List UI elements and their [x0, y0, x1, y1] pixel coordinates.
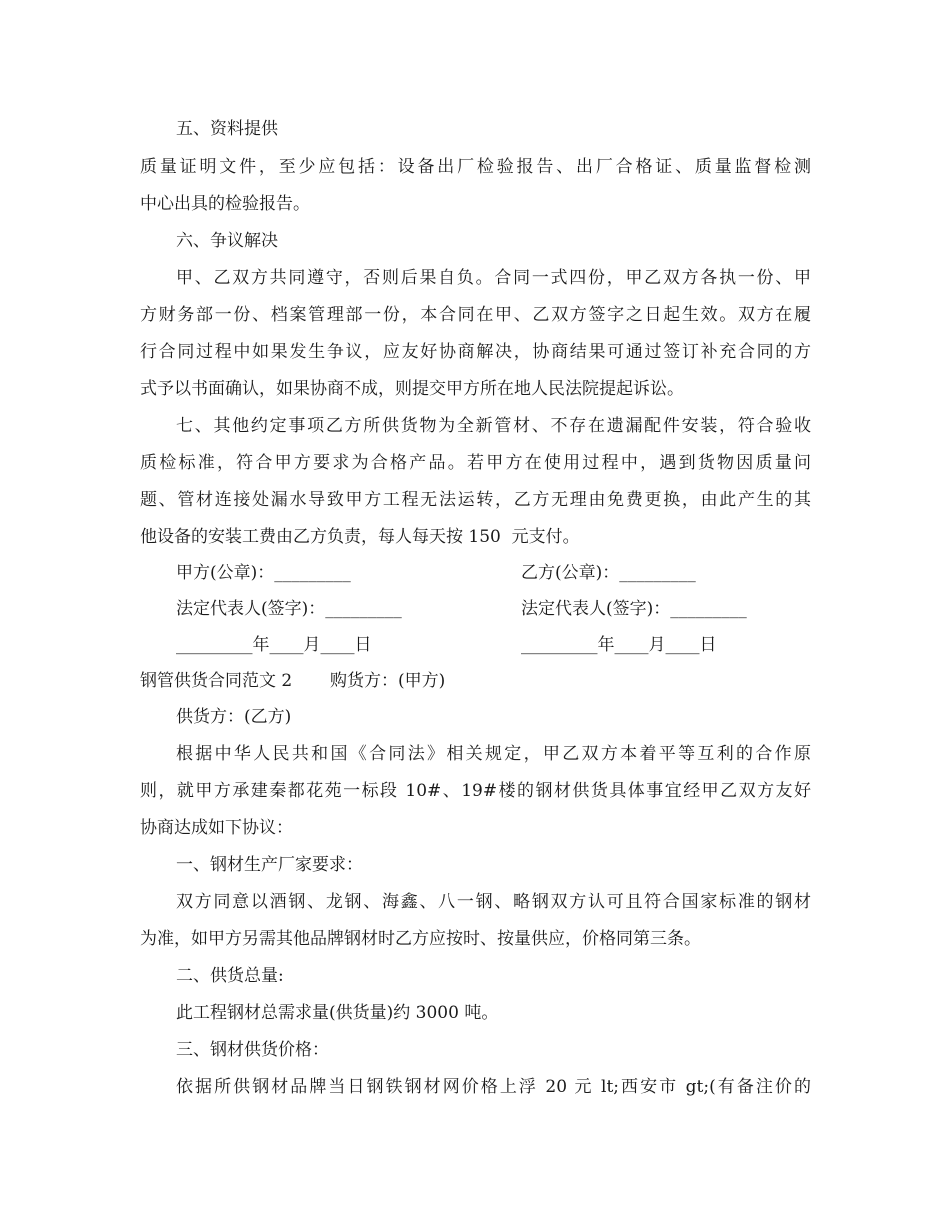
text-line: 依据所供钢材品牌当日钢铁钢材网价格上浮 20 元 lt;西安市 gt;(有备注价的: [176, 1077, 811, 1097]
party-a-representative: 法定代表人(签字)：_________: [176, 599, 402, 619]
party-b-seal: 乙方(公章)：_________: [521, 563, 696, 583]
supplier-line: 供货方：(乙方): [176, 707, 292, 727]
text-line: 他设备的安装工费由乙方负责，每人每天按 150 元支付。: [140, 527, 580, 547]
text-line: 为准，如甲方另需其他品牌钢材时乙方应按时、按量供应，价格同第三条。: [140, 929, 701, 949]
text-line: 中心出具的检验报告。: [140, 194, 310, 214]
section-heading-price: 三、钢材供货价格：: [176, 1040, 329, 1060]
text-line: 双方同意以酒钢、龙钢、海鑫、八一钢、略钢双方认可且符合国家标准的钢材: [176, 892, 811, 912]
text-line: 质量证明文件，至少应包括：设备出厂检验报告、出厂合格证、质量监督检测: [140, 157, 811, 177]
party-b-date: _________年____月____日: [521, 635, 717, 655]
text-line: 式予以书面确认，如果协商不成，则提交甲方所在地人民法院提起诉讼。: [140, 379, 684, 399]
party-b-representative: 法定代表人(签字)：_________: [521, 599, 747, 619]
section-heading-manufacturer: 一、钢材生产厂家要求：: [176, 855, 363, 875]
contract-2-heading: 钢管供货合同范文 2 购货方：(甲方): [140, 671, 446, 691]
text-line: 行合同过程中如果发生争议，应友好协商解决，协商结果可通过签订补充合同的方: [140, 342, 811, 362]
text-line: 协商达成如下协议：: [140, 818, 293, 838]
text-line: 则，就甲方承建秦都花苑一标段 10#、19#楼的钢材供货具体事宜经甲乙双方友好: [140, 781, 811, 801]
text-line: 七、其他约定事项乙方所供货物为全新管材、不存在遗漏配件安装，符合验收: [176, 416, 811, 436]
section-heading-dispute: 六、争议解决: [176, 231, 278, 251]
text-line: 题、管材连接处漏水导致甲方工程无法运转，乙方无理由免费更换，由此产生的其: [140, 490, 811, 510]
section-heading-materials: 五、资料提供: [176, 119, 278, 139]
party-a-seal: 甲方(公章)：_________: [176, 563, 351, 583]
party-a-date: _________年____月____日: [176, 635, 372, 655]
text-line: 根据中华人民共和国《合同法》相关规定，甲乙双方本着平等互利的合作原: [176, 744, 811, 764]
section-heading-quantity: 二、供货总量:: [176, 966, 284, 986]
text-line: 甲、乙双方共同遵守，否则后果自负。合同一式四份，甲乙双方各执一份、甲: [176, 268, 811, 288]
text-line: 质检标准，符合甲方要求为合格产品。若甲方在使用过程中，遇到货物因质量问: [140, 453, 811, 473]
text-line: 此工程钢材总需求量(供货量)约 3000 吨。: [176, 1003, 499, 1023]
text-line: 方财务部一份、档案管理部一份，本合同在甲、乙双方签字之日起生效。双方在履: [140, 305, 811, 325]
